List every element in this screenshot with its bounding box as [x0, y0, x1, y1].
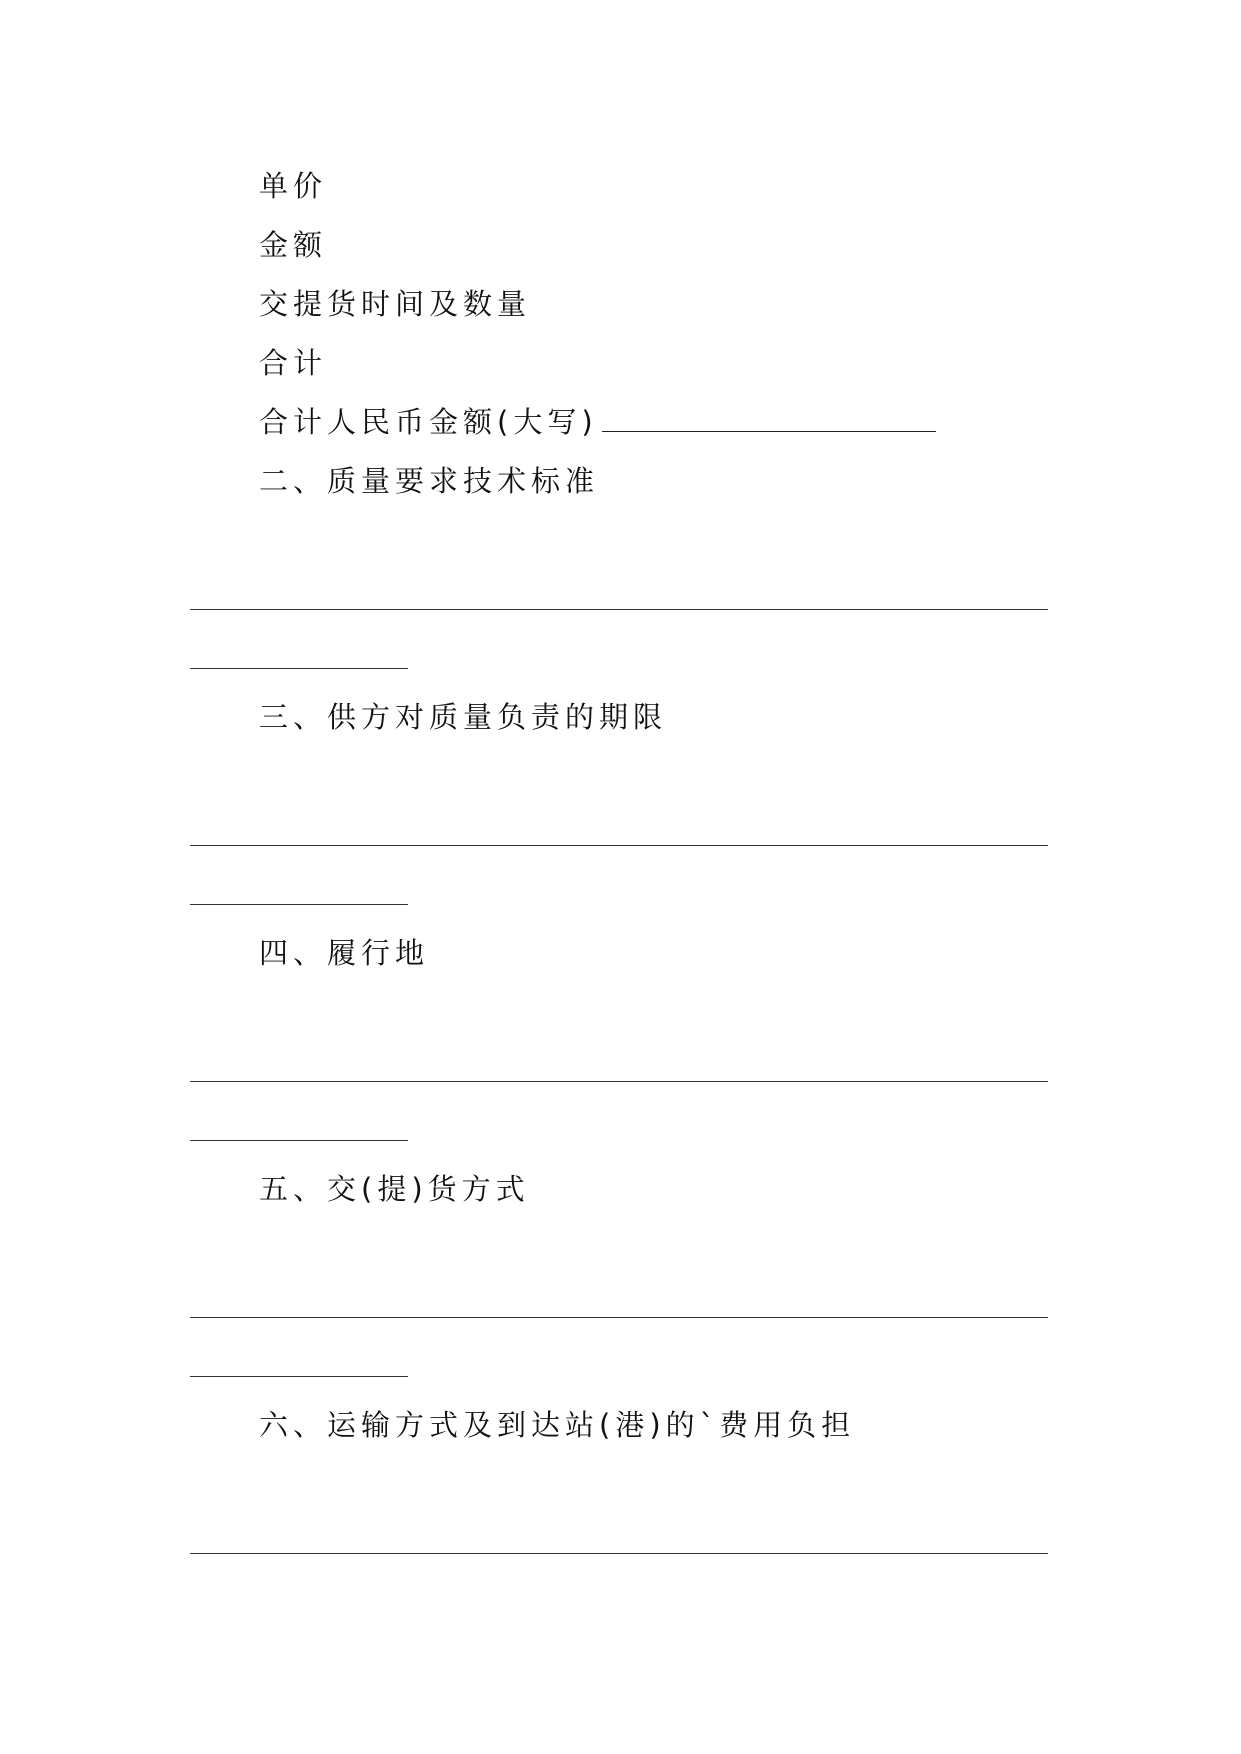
section-4-heading: 四、履行地	[259, 936, 430, 970]
section-6-blank-line-1[interactable]	[190, 1553, 1048, 1554]
section-4-blank-line-2[interactable]	[190, 1140, 408, 1141]
section-2-blank-line-1[interactable]	[190, 609, 1048, 610]
amount-label: 金额	[259, 228, 328, 262]
total-rmb-amount-blank[interactable]	[602, 405, 936, 432]
section-3-blank-line-1[interactable]	[190, 845, 1048, 846]
section-5-blank-line-1[interactable]	[190, 1317, 1048, 1318]
section-2-heading: 二、质量要求技术标准	[259, 464, 600, 498]
section-5-blank-line-2[interactable]	[190, 1376, 408, 1377]
total-rmb-amount-row	[259, 402, 936, 442]
section-5-heading: 五、交(提)货方式	[259, 1172, 530, 1206]
section-6-heading: 六、运输方式及到达站(港)的`费用负担	[259, 1408, 856, 1442]
section-3-heading: 三、供方对质量负责的期限	[259, 700, 668, 734]
section-3-blank-line-2[interactable]	[190, 904, 408, 905]
section-4-blank-line-1[interactable]	[190, 1081, 1048, 1082]
section-2-blank-line-2[interactable]	[190, 668, 408, 669]
unit-price-label: 单价	[259, 169, 328, 203]
delivery-time-quantity-label: 交提货时间及数量	[259, 287, 532, 321]
total-label: 合计	[259, 346, 328, 380]
total-rmb-amount-label: 合计人民币金额(大写)	[259, 405, 598, 439]
